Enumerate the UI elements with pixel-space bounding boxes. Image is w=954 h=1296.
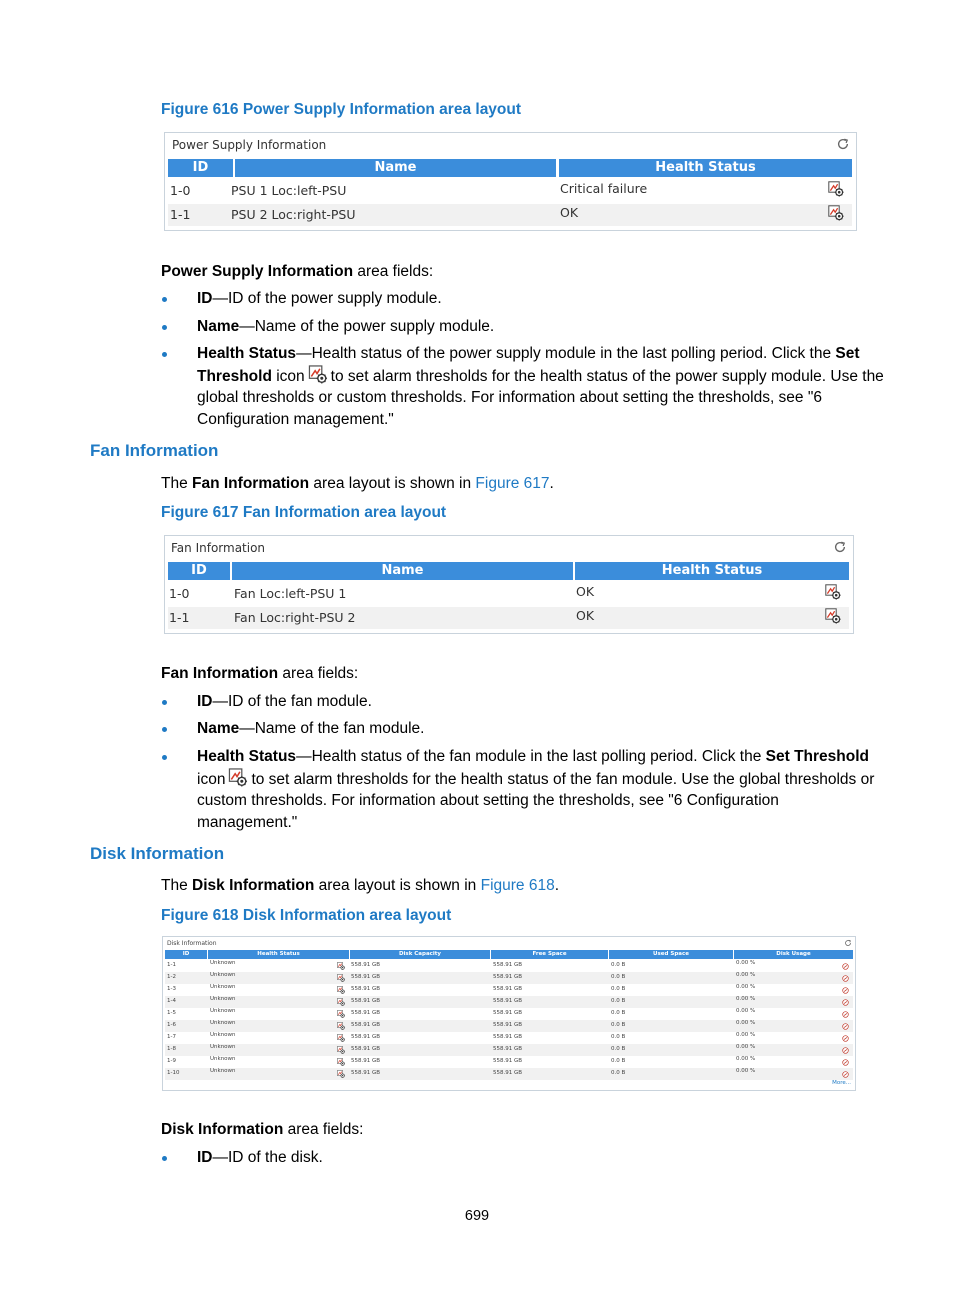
- cell-free-space: 558.91 GB: [493, 1034, 523, 1040]
- cell-id: 1-6: [167, 1022, 176, 1028]
- cell-free-space: 558.91 GB: [493, 974, 523, 980]
- refresh-icon[interactable]: [833, 540, 847, 554]
- cell-health-status: OK: [576, 584, 595, 599]
- cell-id: 1-9: [167, 1058, 176, 1064]
- figure-616-caption: Figure 616 Power Supply Information area layout: [161, 101, 522, 118]
- cell-disk-usage: 0.00 %: [736, 1032, 756, 1038]
- cell-disk-capacity: 558.91 GB: [351, 962, 381, 968]
- cell-free-space: 558.91 GB: [493, 1070, 523, 1076]
- cell-id: 1-0: [169, 586, 190, 601]
- cell-name: PSU 1 Loc:left-PSU: [231, 183, 347, 198]
- psu-field-name: Name—Name of the power supply module.: [197, 318, 495, 335]
- set-threshold-icon[interactable]: [828, 181, 844, 197]
- cell-free-space: 558.91 GB: [493, 1010, 523, 1016]
- psu-fields-intro: Power Supply Information area fields:: [161, 263, 434, 280]
- cell-disk-usage: 0.00 %: [736, 1044, 756, 1050]
- cell-disk-capacity: 558.91 GB: [351, 1034, 381, 1040]
- cell-used-space: 0.0 B: [611, 974, 626, 980]
- column-header-health-status[interactable]: Health Status: [559, 159, 852, 177]
- bullet: [162, 727, 167, 732]
- cell-health-status: Unknown: [210, 1056, 236, 1062]
- cell-health-status: Critical failure: [560, 181, 648, 196]
- set-threshold-icon[interactable]: [825, 608, 841, 624]
- set-threshold-icon[interactable]: [337, 1058, 345, 1066]
- column-header-free-space[interactable]: Free Space: [491, 950, 608, 959]
- cell-id: 1-5: [167, 1010, 176, 1016]
- set-threshold-icon[interactable]: [337, 1010, 345, 1018]
- cell-health-status: OK: [576, 608, 595, 623]
- cell-used-space: 0.0 B: [611, 1034, 626, 1040]
- figure-617-link[interactable]: Figure 617: [475, 475, 550, 492]
- disk-section-intro: The Disk Information area layout is shown in Figure 618.: [161, 877, 560, 894]
- cell-free-space: 558.91 GB: [493, 1058, 523, 1064]
- status-circle-icon: [842, 987, 849, 994]
- cell-used-space: 0.0 B: [611, 1058, 626, 1064]
- bullet: [162, 700, 167, 705]
- set-threshold-icon[interactable]: [825, 584, 841, 600]
- bullet: [162, 755, 167, 760]
- status-circle-icon: [842, 1035, 849, 1042]
- cell-disk-capacity: 558.91 GB: [351, 1046, 381, 1052]
- cell-name: Fan Loc:right-PSU 2: [234, 610, 356, 625]
- cell-health-status: OK: [560, 205, 579, 220]
- cell-disk-usage: 0.00 %: [736, 1068, 756, 1074]
- panel-title: Fan Information: [171, 541, 266, 555]
- cell-health-status: Unknown: [210, 972, 236, 978]
- bullet: [162, 325, 167, 330]
- more-link[interactable]: More...: [832, 1080, 851, 1086]
- panel-title: Disk Information: [167, 940, 217, 947]
- cell-id: 1-10: [167, 1070, 180, 1076]
- cell-disk-usage: 0.00 %: [736, 960, 756, 966]
- figure-617-caption: Figure 617 Fan Information area layout: [161, 504, 447, 521]
- set-threshold-icon[interactable]: [337, 1022, 345, 1030]
- status-circle-icon: [842, 1059, 849, 1066]
- cell-id: 1-1: [170, 207, 191, 222]
- cell-id: 1-8: [167, 1046, 176, 1052]
- cell-used-space: 0.0 B: [611, 1046, 626, 1052]
- cell-disk-capacity: 558.91 GB: [351, 998, 381, 1004]
- psu-field-health-status: Health Status—Health status of the power supply module in the last polling period. Click the Set Threshold icon to set alarm thresholds for the health status of the power supply module. Use the global thresholds or custom thresholds. For information about setting the thresholds, see "6 Configuration management.": [197, 345, 884, 428]
- fan-information-panel: [164, 535, 854, 634]
- set-threshold-icon[interactable]: [337, 1034, 345, 1042]
- cell-free-space: 558.91 GB: [493, 998, 523, 1004]
- column-header-name[interactable]: Name: [235, 159, 556, 177]
- cell-id: 1-4: [167, 998, 176, 1004]
- column-header-id[interactable]: ID: [168, 159, 233, 177]
- cell-health-status: Unknown: [210, 996, 236, 1002]
- cell-used-space: 0.0 B: [611, 998, 626, 1004]
- cell-disk-usage: 0.00 %: [736, 1056, 756, 1062]
- section-heading-fan-information: Fan Information: [90, 441, 219, 460]
- disk-fields-intro: Disk Information area fields:: [161, 1121, 364, 1138]
- set-threshold-icon[interactable]: [337, 1070, 345, 1078]
- fan-fields-intro: Fan Information area fields:: [161, 665, 359, 682]
- column-header-health-status[interactable]: Health Status: [575, 562, 849, 580]
- cell-disk-usage: 0.00 %: [736, 984, 756, 990]
- panel-title: Power Supply Information: [172, 138, 327, 152]
- set-threshold-icon: [308, 365, 328, 384]
- column-header-name[interactable]: Name: [232, 562, 573, 580]
- column-header-used-space[interactable]: Used Space: [609, 950, 733, 959]
- cell-disk-capacity: 558.91 GB: [351, 1070, 381, 1076]
- status-circle-icon: [842, 999, 849, 1006]
- cell-used-space: 0.0 B: [611, 1022, 626, 1028]
- column-header-health-status[interactable]: Health Status: [208, 950, 349, 959]
- column-header-id[interactable]: ID: [165, 950, 207, 959]
- bullet: [162, 352, 167, 357]
- cell-used-space: 0.0 B: [611, 986, 626, 992]
- cell-disk-usage: 0.00 %: [736, 972, 756, 978]
- fan-section-intro: The Fan Information area layout is shown in Figure 617.: [161, 475, 554, 492]
- refresh-icon[interactable]: [844, 939, 852, 947]
- section-heading-disk-information: Disk Information: [90, 844, 225, 863]
- cell-health-status: Unknown: [210, 1068, 236, 1074]
- cell-health-status: Unknown: [210, 1032, 236, 1038]
- status-circle-icon: [842, 1011, 849, 1018]
- column-header-disk-usage[interactable]: Disk Usage: [734, 950, 853, 959]
- column-header-disk-capacity[interactable]: Disk Capacity: [350, 950, 490, 959]
- cell-free-space: 558.91 GB: [493, 1022, 523, 1028]
- cell-id: 1-3: [167, 986, 176, 992]
- cell-free-space: 558.91 GB: [493, 962, 523, 968]
- page-number: 699: [464, 1208, 490, 1224]
- set-threshold-icon: [228, 768, 248, 787]
- fan-field-health-status: Health Status—Health status of the fan module in the last polling period. Click the Set Threshold icon to set alarm thresholds for the health status of the fan module. Use the global thresholds or custom thresholds. For information about setting the thresholds, see "6 Configuration management.": [197, 748, 875, 831]
- power-supply-information-panel: [164, 132, 857, 231]
- refresh-icon[interactable]: [836, 137, 850, 151]
- cell-disk-capacity: 558.91 GB: [351, 986, 381, 992]
- bullet: [162, 1156, 167, 1161]
- cell-disk-usage: 0.00 %: [736, 1008, 756, 1014]
- status-circle-icon: [842, 1023, 849, 1030]
- cell-disk-capacity: 558.91 GB: [351, 974, 381, 980]
- status-circle-icon: [842, 1047, 849, 1054]
- figure-618-link[interactable]: Figure 618: [480, 877, 555, 894]
- set-threshold-icon[interactable]: [337, 1046, 345, 1054]
- cell-used-space: 0.0 B: [611, 1070, 626, 1076]
- set-threshold-icon[interactable]: [337, 974, 345, 982]
- cell-disk-capacity: 558.91 GB: [351, 1010, 381, 1016]
- cell-free-space: 558.91 GB: [493, 986, 523, 992]
- cell-health-status: Unknown: [210, 960, 236, 966]
- cell-free-space: 558.91 GB: [493, 1046, 523, 1052]
- set-threshold-icon[interactable]: [828, 205, 844, 221]
- cell-id: 1-0: [170, 183, 191, 198]
- set-threshold-icon[interactable]: [337, 962, 345, 970]
- cell-id: 1-2: [167, 974, 176, 980]
- cell-disk-usage: 0.00 %: [736, 996, 756, 1002]
- cell-name: PSU 2 Loc:right-PSU: [231, 207, 356, 222]
- set-threshold-icon[interactable]: [337, 998, 345, 1006]
- cell-health-status: Unknown: [210, 1008, 236, 1014]
- column-header-id[interactable]: ID: [168, 562, 230, 580]
- cell-health-status: Unknown: [210, 1044, 236, 1050]
- cell-id: 1-1: [167, 962, 176, 968]
- cell-disk-capacity: 558.91 GB: [351, 1022, 381, 1028]
- cell-id: 1-1: [169, 610, 190, 625]
- cell-used-space: 0.0 B: [611, 962, 626, 968]
- disk-information-panel: [162, 936, 856, 1091]
- cell-health-status: Unknown: [210, 984, 236, 990]
- cell-disk-usage: 0.00 %: [736, 1020, 756, 1026]
- cell-health-status: Unknown: [210, 1020, 236, 1026]
- status-circle-icon: [842, 975, 849, 982]
- status-circle-icon: [842, 963, 849, 970]
- cell-id: 1-7: [167, 1034, 176, 1040]
- figure-618-caption: Figure 618 Disk Information area layout: [161, 907, 452, 924]
- bullet: [162, 297, 167, 302]
- status-circle-icon: [842, 1071, 849, 1078]
- fan-field-id: ID—ID of the fan module.: [197, 693, 372, 710]
- cell-used-space: 0.0 B: [611, 1010, 626, 1016]
- fan-field-name: Name—Name of the fan module.: [197, 720, 425, 737]
- disk-field-id: ID—ID of the disk.: [197, 1149, 323, 1166]
- cell-name: Fan Loc:left-PSU 1: [234, 586, 347, 601]
- cell-disk-capacity: 558.91 GB: [351, 1058, 381, 1064]
- set-threshold-icon[interactable]: [337, 986, 345, 994]
- psu-field-id: ID—ID of the power supply module.: [197, 290, 442, 307]
